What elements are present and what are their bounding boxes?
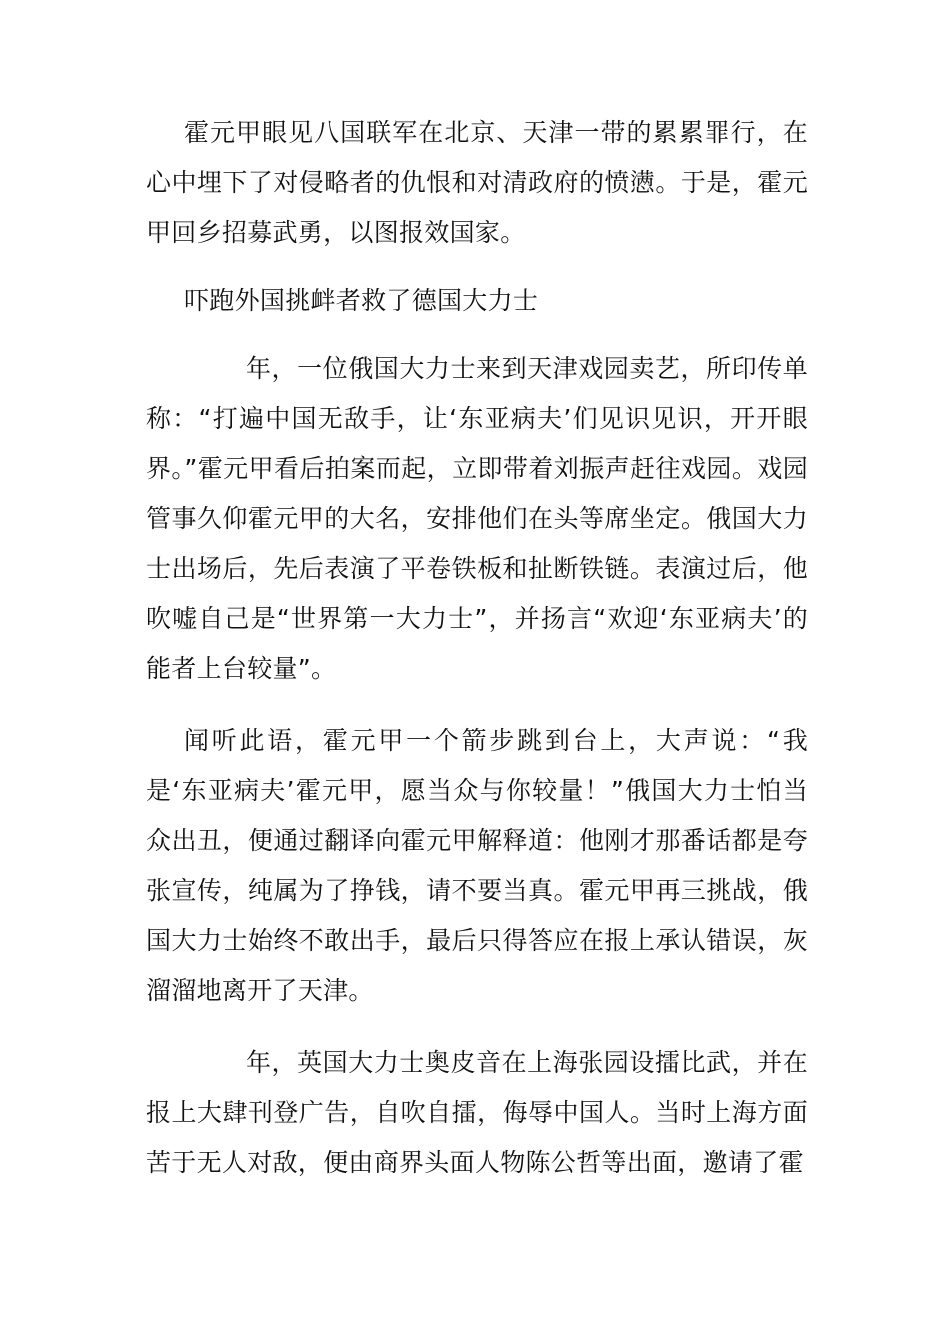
paragraph-russian-strongman: 年，一位俄国大力士来到天津戏园卖艺，所印传单称：“打遍中国无敌手，让‘东亚病夫’们见识见识，开开眼界。”霍元甲看后拍案而起，立即带着刘振声赶往戏园。戏园管事久仰霍元甲的大名，安排他们在头等席坐定。俄国大力士出场后，先后表演了平卷铁板和扯断铁链。表演过后，他吹嘘自己是“世界第一大力士”，并扬言“欢迎‘东亚病夫’的能者上台较量”。 [146,354,808,683]
section-heading: 吓跑外国挑衅者救了德国大力士 [184,286,539,315]
paragraph-intro: 霍元甲眼见八国联军在北京、天津一带的累累罪行，在心中埋下了对侵略者的仇恨和对清政府的愤懑。于是，霍元甲回乡招募武勇，以图报效国家。 [146,118,808,247]
document-page [146,108,808,1188]
paragraph-british-strongman: 年，英国大力士奥皮音在上海张园设擂比武，并在报上大肆刊登广告，自吹自擂，侮辱中国人。当时上海方面苦于无人对敌，便由商界头面人物陈公哲等出面，邀请了霍 [146,1048,808,1177]
paragraph-challenge: 闻听此语，霍元甲一个箭步跳到台上，大声说：“我是‘东亚病夫’霍元甲，愿当众与你较量！”俄国大力士怕当众出丑，便通过翻译向霍元甲解释道：他刚才那番话都是夸张宣传，纯属为了挣钱，请不要当真。霍元甲再三挑战，俄国大力士始终不敢出手，最后只得答应在报上承认错误，灰溜溜地离开了天津。 [146,726,808,1005]
